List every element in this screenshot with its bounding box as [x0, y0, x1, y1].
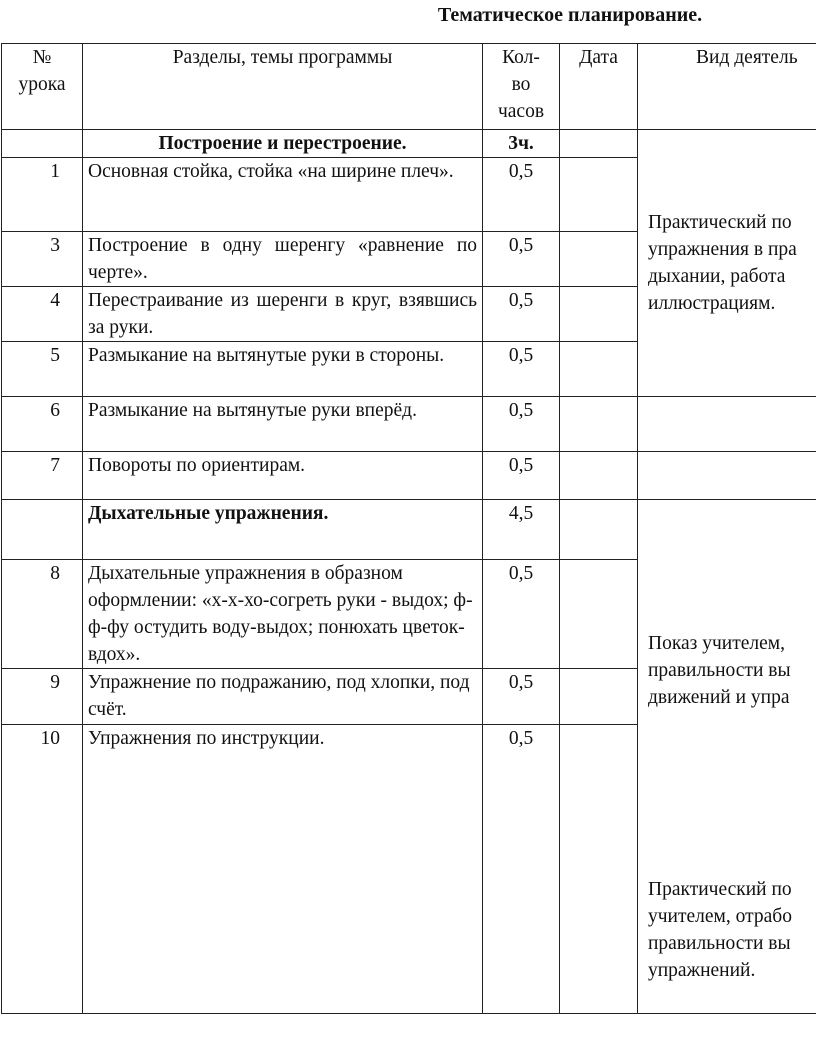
lesson-topic: Дыхательные упражнения в образном оформлении: «х-х-хо-согреть руки - выдох; ф-ф-фу остудить воду-выдох; понюхать цветок-вдох».: [83, 560, 483, 669]
section-row: [2, 500, 816, 560]
thematic-plan-table: [1, 43, 816, 1014]
lesson-topic: Размыкание на вытянутые руки в стороны.: [83, 342, 483, 397]
date-cell: [560, 669, 638, 725]
lesson-topic: Повороты по ориентирам.: [83, 452, 483, 500]
table-row: [2, 452, 816, 500]
lesson-hours: 0,5: [483, 397, 560, 452]
lesson-number: 9: [2, 669, 83, 725]
lesson-number: 6: [2, 397, 83, 452]
activity-cell: Практический по упражнения в пра дыхании, работа иллюстрациям.: [638, 130, 816, 397]
lesson-topic: Размыкание на вытянутые руки вперёд.: [83, 397, 483, 452]
lesson-number: 4: [2, 287, 83, 342]
date-cell: [560, 725, 638, 1014]
lesson-topic: Основная стойка, стойка «на ширине плеч».: [83, 158, 483, 232]
activity-cell: Показ учителем, правильности вы движений и упра Практический по учителем, отрабо правильности вы упражнений.: [638, 500, 816, 1014]
section-number-cell: [2, 130, 83, 158]
section-number-cell: [2, 500, 83, 560]
lesson-hours: 0,5: [483, 452, 560, 500]
activity-empty-cell: [638, 397, 816, 452]
lesson-number: 5: [2, 342, 83, 397]
date-cell: [560, 158, 638, 232]
lesson-hours: 0,5: [483, 342, 560, 397]
date-cell: [560, 287, 638, 342]
lesson-hours: 0,5: [483, 158, 560, 232]
lesson-hours: 0,5: [483, 287, 560, 342]
lesson-hours: 0,5: [483, 669, 560, 725]
lesson-hours: 0,5: [483, 232, 560, 287]
lesson-topic: Упражнения по инструкции.: [83, 725, 483, 1014]
lesson-number: 8: [2, 560, 83, 669]
date-cell: [560, 397, 638, 452]
lesson-number: 3: [2, 232, 83, 287]
lesson-hours: 0,5: [483, 725, 560, 1014]
activity-empty-cell: [638, 452, 816, 500]
table-row: [2, 397, 816, 452]
header-lesson-number: № урока: [2, 44, 83, 130]
date-cell: [560, 232, 638, 287]
section-title: Дыхательные упражнения.: [83, 500, 483, 560]
header-date: Дата: [560, 44, 638, 130]
section-hours: 4,5: [483, 500, 560, 560]
section-row: [2, 130, 816, 158]
lesson-hours: 0,5: [483, 560, 560, 669]
page-title: Тематическое планирование.: [437, 4, 703, 26]
lesson-topic: Упражнение по подражанию, под хлопки, под счёт.: [83, 669, 483, 725]
lesson-topic: Перестраивание из шеренги в круг, взявшись за руки.: [83, 287, 483, 342]
section-title: Построение и перестроение.: [83, 130, 483, 158]
date-cell: [560, 342, 638, 397]
lesson-topic: Построение в одну шеренгу «равнение по черте».: [83, 232, 483, 287]
date-cell: [560, 130, 638, 158]
date-cell: [560, 500, 638, 560]
header-hours: Кол- во часов: [483, 44, 560, 130]
lesson-number: 10: [2, 725, 83, 1014]
date-cell: [560, 560, 638, 669]
lesson-number: 1: [2, 158, 83, 232]
header-activity: Вид деятель: [638, 44, 816, 130]
table-header-row: [2, 44, 816, 130]
lesson-number: 7: [2, 452, 83, 500]
header-topics: Разделы, темы программы: [83, 44, 483, 130]
section-hours: 3ч.: [483, 130, 560, 158]
date-cell: [560, 452, 638, 500]
